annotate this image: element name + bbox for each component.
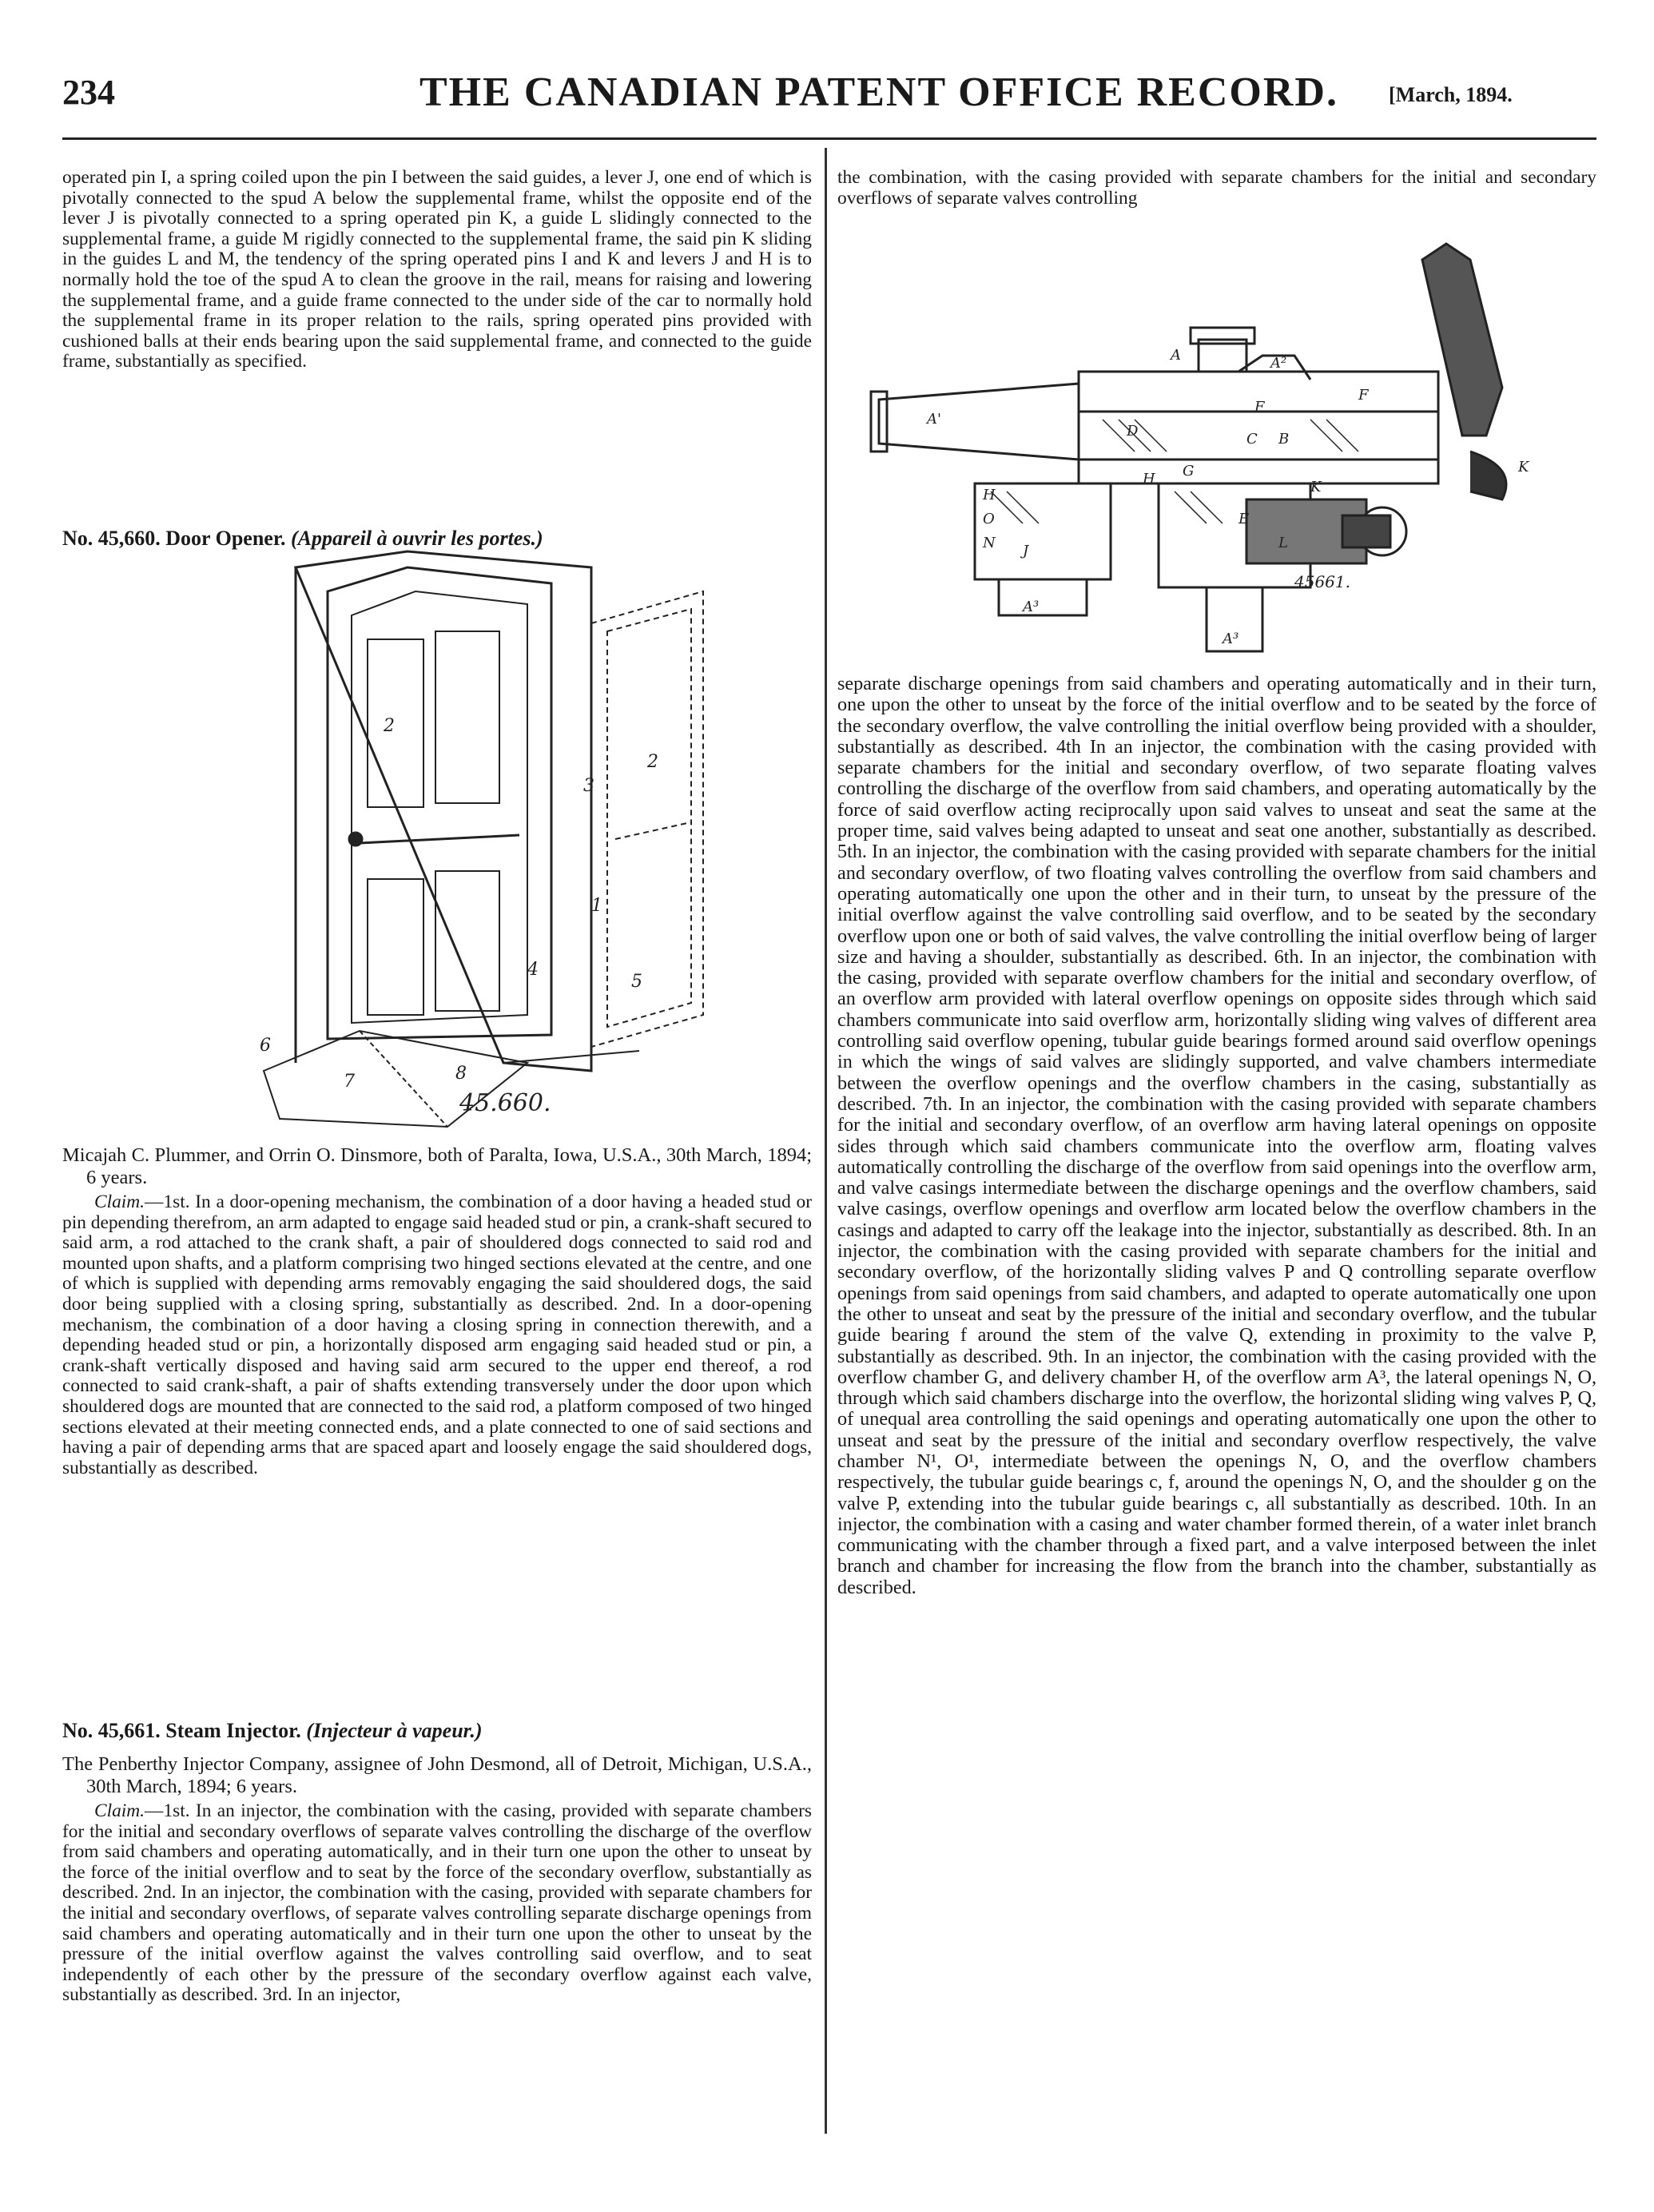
svg-text:J: J <box>1023 543 1029 559</box>
continuation-paragraph: operated pin I, a spring coiled upon the pin I between the said guides, a lever J, one end of which is pivotally connected to the spud A below the supplemental frame, whilst the opposite end of the lever J is pivotally connected to a spring operated pin K, a guide L slidingly connected to the supplemental frame, a guide M rigidly connected to the supplemental frame, the said pin K sliding in the guides L and M, the tendency of the spring operated pins I and K and levers J and H is to normally hold the toe of the spud A to clean the groove in the rail, means for raising and lowering the supplemental frame, and a guide frame connected to the under side of the car to normally hold the supplemental frame in its proper relation to the rails, spring operated pins provided with cushioned balls at their ends bearing upon the said supplemental frame, and connected to the guide frame, substantially as specified. <box>62 167 812 372</box>
claims-continuation: separate discharge openings from said chambers and operating automatically and in their turn, one upon the other to unseat by the force of the initial overflow and to be seated by the force of the secondary overflow, the valve controlling the initial overflow being provided with a shoulder, substantially as described. 4th In an injector, the combination with the casing provided with separate chambers for the initial and secondary overflow, of two separate floating valves controlling the discharge of the overflow from said chambers, and operating automatically by the force of said overflow acting reciprocally upon said valves to unseat and seat the same at the proper time, said valves being adapted to unseat and seat one another, substantially as described. 5th. In an injector, the combination with the casing provided with separate chambers for the initial and secondary overflow, of two floating valves controlling the overflow from said chambers and operating automatically one upon the other and in their turn, to unseat by the pressure of the initial overflow against the valve controlling said overflow, and to be seated by the secondary overflow upon one or both of said valves, the valve controlling the initial overflow being of larger size and having a shoulder, substantially as described. 6th. In an injector, the combination with the casing, provided with separate overflow chambers for the initial and secondary overflow, of an overflow arm provided with lateral overflow openings on opposite sides through which said chambers communicate into said overflow arm, horizontally sliding wing valves of different area controlling said overflow opening, tubular guide bearings formed around said overflow openings in which the wings of said valves are slidingly supported, and valve chambers intermediate between the overflow openings and the overflow chambers in the casing, substantially as described. 7th. In an injector, the combination with the casing provided with separate chambers for the initial and secondary overflow, of an overflow arm having lateral openings on opposite sides through which said chambers communicate into the overflow arm, floating valves automatically controlling the discharge of the overflow from said openings into the overflow arm, and valve casings intermediate between the discharge openings and the overflow chambers, said valve casings, overflow openings and overflow arm located below the overflow chambers in the casings and adapted to carry off the leakage into the injector, substantially as described. 8th. In an injector, the combination with the casing provided with separate chambers for the initial and secondary overflow, of the horizontally sliding valves P and Q controlling separate overflow openings from said openings from said chambers, and adapted to operate automatically one upon the other to unseat and seat by the pressure of the initial and secondary overflow, and the tubular guide bearing f around the stem of the valve Q, extending in proximity to the valve P, substantially as described. 9th. In an injector, the combination with the casing provided with the overflow chamber G, and delivery chamber H, of the overflow arm A³, the lateral openings N, O, through which said chambers discharge into the overflow, the horizontal sliding wing valves P, Q, of unequal area controlling the said openings and operating automatically one upon the other to unseat and seat by the pressure of the initial and secondary overflow respectively, the valve chamber N¹, O¹, intermediate between the openings N, O, and the overflow chambers respectively, the tubular guide bearings c, f, around the openings N, O, and the shoulder g on the valve P, extending into the tubular guide bearings c, all substantially as described. 10th. In an injector, the combination with a casing and water chamber formed therein, of a water inlet branch communicating with the chamber through a fixed part, and a valve interposed between the inlet branch and chamber for increasing the flow from the branch into the chamber, substantially as described. <box>837 673 1596 1598</box>
steam-injector-patent-drawing-icon <box>863 228 1566 663</box>
continuation-paragraph: the combination, with the casing provided with separate chambers for the initial and secondary overflows of separate valves controlling <box>837 167 1596 209</box>
door-opener-figure <box>260 551 719 1127</box>
entry-45660-heading <box>62 526 812 551</box>
page-number: 234 <box>62 73 115 112</box>
left-column-continuation <box>62 168 812 372</box>
svg-text:2: 2 <box>647 752 658 772</box>
svg-text:5: 5 <box>631 972 642 992</box>
svg-text:B: B <box>1278 431 1290 448</box>
entry-45660-body <box>62 1144 812 1478</box>
svg-text:2: 2 <box>384 716 395 736</box>
patent-number: No. 45,661. <box>62 1719 161 1742</box>
svg-text:H: H <box>983 487 996 503</box>
svg-text:D: D <box>1127 423 1139 440</box>
door-opener-patent-drawing-icon <box>260 551 719 1127</box>
right-column-claims <box>837 674 1596 1598</box>
inventors-line: Micajah C. Plummer, and Orrin O. Dinsmore, both of Paralta, Iowa, U.S.A., 30th March, 1894; 6 years. <box>62 1144 812 1188</box>
right-column-top <box>837 168 1596 209</box>
patent-name: Door Opener. <box>165 527 286 550</box>
svg-text:A²: A² <box>1270 355 1287 372</box>
svg-text:K: K <box>1310 479 1322 495</box>
publication-title: THE CANADIAN PATENT OFFICE RECORD. <box>419 70 1338 115</box>
svg-text:A: A <box>1171 347 1181 364</box>
svg-text:A³: A³ <box>1023 599 1040 615</box>
svg-text:8: 8 <box>455 1064 467 1084</box>
svg-text:3: 3 <box>583 776 594 796</box>
claim-paragraph <box>62 1192 812 1478</box>
svg-text:O: O <box>983 511 995 527</box>
patent-name: Steam Injector. <box>165 1719 301 1742</box>
door-figure-caption: 45.660. <box>459 1089 551 1117</box>
svg-text:1: 1 <box>591 896 602 916</box>
claim-label: Claim. <box>94 1192 145 1212</box>
svg-text:H: H <box>1143 471 1155 487</box>
svg-text:C: C <box>1246 431 1258 448</box>
svg-text:6: 6 <box>260 1036 271 1056</box>
svg-text:A³: A³ <box>1223 631 1239 647</box>
svg-text:L: L <box>1278 535 1288 551</box>
patent-french-name: (Injecteur à vapeur.) <box>306 1719 483 1742</box>
header-rule <box>62 137 1596 140</box>
entry-45661-heading <box>62 1718 812 1744</box>
entry-45661-body <box>62 1753 812 2006</box>
patent-french-name: (Appareil à ouvrir les portes.) <box>291 527 543 550</box>
claim-label: Claim. <box>94 1800 145 1821</box>
svg-text:G: G <box>1183 463 1195 479</box>
svg-text:F: F <box>1254 399 1265 416</box>
svg-text:E: E <box>1239 511 1250 527</box>
svg-text:7: 7 <box>344 1072 355 1092</box>
injector-figure-caption: 45661. <box>1294 572 1350 591</box>
inventors-line: The Penberthy Injector Company, assignee of John Desmond, all of Detroit, Michigan, U.S.A., 30th March, 1894; 6 years. <box>62 1753 812 1797</box>
svg-text:N: N <box>983 535 996 551</box>
claim-text: —1st. In an injector, the combination with the casing, provided with separate chambers for the initial and secondary overflows of separate valves controlling the discharge of the overflow from said chambers and operating automatically, and in their turn one upon the other to unseat by the force of the initial overflow and to seat by the force of the secondary overflow, substantially as described. 2nd. In an injector, the combination with the casing, provided with separate chambers for the initial and secondary overflows, of separate valves controlling separate discharge openings from said chambers and operating automatically and in their turn one upon the other to unseat by the pressure of the initial overflow against the valves controlling said overflow, and to seat independently of each other by the pressure of the secondary overflow against each valve, substantially as described. 3rd. In an injector, <box>62 1800 812 2006</box>
claim-text: —1st. In a door-opening mechanism, the combination of a door having a headed stud or pin depending therefrom, an arm adapted to engage said headed stud or pin, a crank-shaft secured to said arm, a rod attached to the crank shaft, a pair of shouldered dogs connected to said rod and mounted upon shafts, and a platform comprising two hinged sections elevated at the centre, and one of which is supplied with depending arms removably engaging the said shouldered dogs, the said door being supplied with a closing spring, substantially as described. 2nd. In a door-opening mechanism, the combination of a door having a closing spring in connection therewith, and a depending headed stud or pin, a horizontally disposed arm engaging said headed stud or pin, a crank-shaft vertically disposed and having said arm secured to the upper end thereof, a rod connected to said crank-shaft, a pair of shafts extending transversely under the door upon which shouldered dogs are mounted that are connected to the said rod, a platform composed of two hinged sections elevated at their meeting connected ends, and a plate connected to one of said sections and having a pair of depending arms that are spaced apart and loosely engage the said shouldered dogs, substantially as described. <box>62 1192 812 1478</box>
svg-text:A': A' <box>927 411 941 428</box>
patent-number: No. 45,660. <box>62 527 161 550</box>
steam-injector-figure <box>863 228 1566 663</box>
column-divider <box>825 148 827 2134</box>
svg-text:F: F <box>1358 387 1369 404</box>
svg-text:K: K <box>1518 459 1529 475</box>
claim-paragraph <box>62 1801 812 2006</box>
svg-text:4: 4 <box>527 960 539 980</box>
issue-date: [March, 1894. <box>1389 83 1513 106</box>
page-header <box>0 0 1654 160</box>
